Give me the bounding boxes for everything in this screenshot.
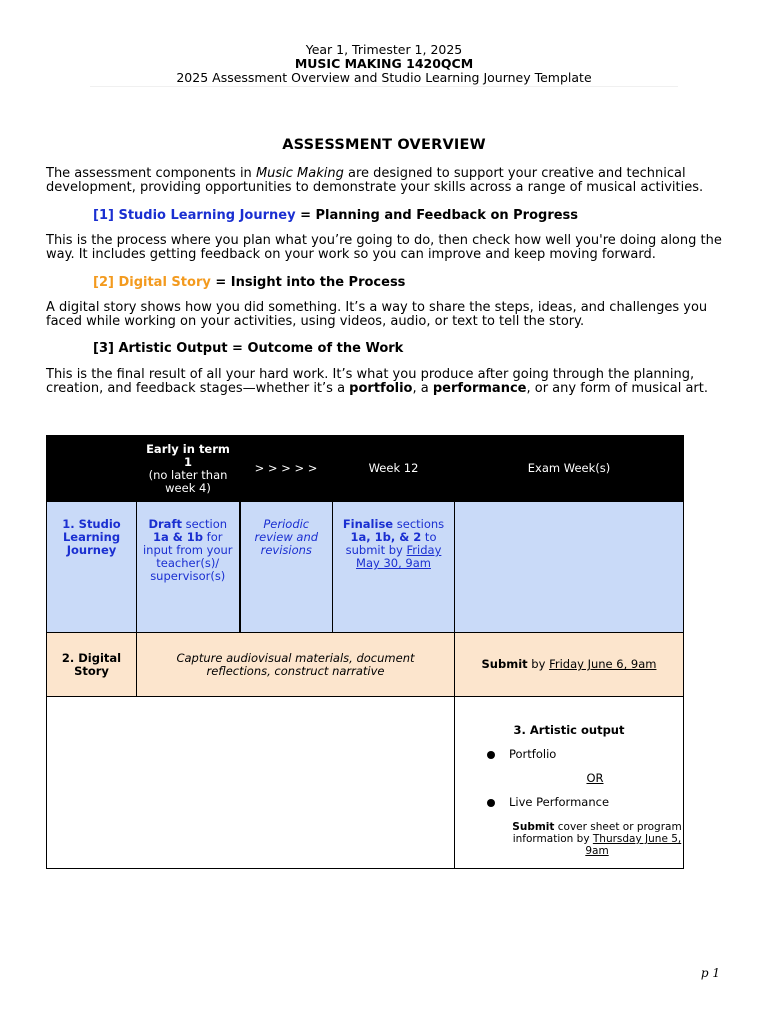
component-3-portfolio: portfolio [349,381,413,396]
option-portfolio [487,748,679,761]
table-row-digital-story [47,633,684,697]
component-2-description: A digital story shows how you did something. It’s a way to share the steps, ideas, and challenges you faced while working on your activities, using videos, audio, or text to tell the story. [46,300,708,329]
option-live-performance-label: Live Performance [509,795,610,809]
bullet-icon [487,751,495,759]
row1-periodic-cell: Periodic review and revisions [240,502,333,633]
digital-story-due-date: Friday June 6, 9am [549,657,657,671]
finalise-mid: sections [393,517,445,531]
draft-sections: 1a & 1b [152,530,204,544]
table-header-row [47,436,684,502]
option-or: OR [586,771,604,785]
component-2-subtitle: = Insight into the Process [210,275,406,290]
early-term-note: (no later than week 4) [148,467,228,495]
finalise-word: Finalise [342,517,394,531]
note-rest: cover sheet or program information by [512,821,682,845]
draft-mid: section [181,517,228,531]
header-year-trimester: Year 1, Trimester 1, 2025 [305,42,463,57]
header-cell-arrows: > > > > > [240,436,333,502]
option-live-performance [487,796,679,809]
header-course-code: MUSIC MAKING 1420QCM [294,56,474,71]
table-row-studio-learning-journey [47,502,684,633]
intro-text-a: The assessment components in [46,166,256,181]
row2-submit-cell [455,633,684,697]
component-3-text-c: , a [412,381,433,396]
component-3-text-e: , or any form of musical art. [526,381,709,396]
header-cell-empty [47,436,137,502]
row3-empty-cell [47,697,455,869]
table-row-artistic-output [47,697,684,869]
row1-finalise-cell [333,502,455,633]
artistic-output-heading: 3. Artistic output [513,723,625,737]
submit-word: Submit [481,657,528,671]
artistic-output-due-date: Thursday June 5, 9am [585,833,682,857]
header-cell-exam-weeks: Exam Week(s) [455,436,684,502]
draft-word: Draft [148,517,182,531]
component-1-heading [93,208,578,223]
component-3-text-a: This is the final result of all your hard work. It’s what you produce after going through the planning, creation, and feedback stages—whether it’s a [46,367,695,396]
row2-label: 2. Digital Story [47,633,137,697]
component-3-heading: [3] Artistic Output = Outcome of the Work [93,341,404,356]
artistic-output-note [511,821,683,857]
component-3-performance: performance [432,381,527,396]
component-1-label: [1] Studio Learning Journey [93,208,296,223]
submit-by: by [527,657,550,671]
component-2-label: [2] Digital Story [93,275,211,290]
row1-label: 1. Studio Learning Journey [47,502,137,633]
assessment-timeline-table [46,435,684,869]
page-number: p 1 [700,966,720,980]
option-portfolio-label: Portfolio [509,747,557,761]
header-cell-week-12: Week 12 [333,436,455,502]
component-1-description: This is the process where you plan what you’re going to do, then check how well you're doing along the way. It includes getting feedback on your work so you can improve and keep moving forward. [46,233,722,262]
finalise-due-date: Friday May 30, 9am [356,543,442,570]
component-2-heading [93,275,405,290]
intro-course-name: Music Making [255,166,344,181]
draft-rest: for input from your teacher(s)/ supervisor(s) [142,530,233,583]
page-title: ASSESSMENT OVERVIEW [282,137,486,153]
row3-artistic-output-cell [455,697,684,869]
intro-text-b: are designed to support your creative and technical development, providing opportunities to demonstrate your skills across a range of musical activities. [46,166,704,195]
bullet-icon [487,799,495,807]
intro-paragraph [46,167,736,195]
row1-draft-cell [137,502,240,633]
finalise-rest: to submit by [345,530,437,557]
note-submit-word: Submit [512,821,555,833]
header-document-title: 2025 Assessment Overview and Studio Learning Journey Template [176,70,592,85]
row1-exam-cell [455,502,684,633]
row2-capture-cell: Capture audiovisual materials, document reflections, construct narrative [137,633,455,697]
component-3-description [46,368,736,396]
component-1-subtitle: = Planning and Feedback on Progress [295,208,579,223]
early-term-label: Early in term 1 [146,441,230,469]
finalise-sections: 1a, 1b, & 2 [350,530,422,544]
header-divider [90,86,678,87]
header-cell-early-term [137,436,240,502]
